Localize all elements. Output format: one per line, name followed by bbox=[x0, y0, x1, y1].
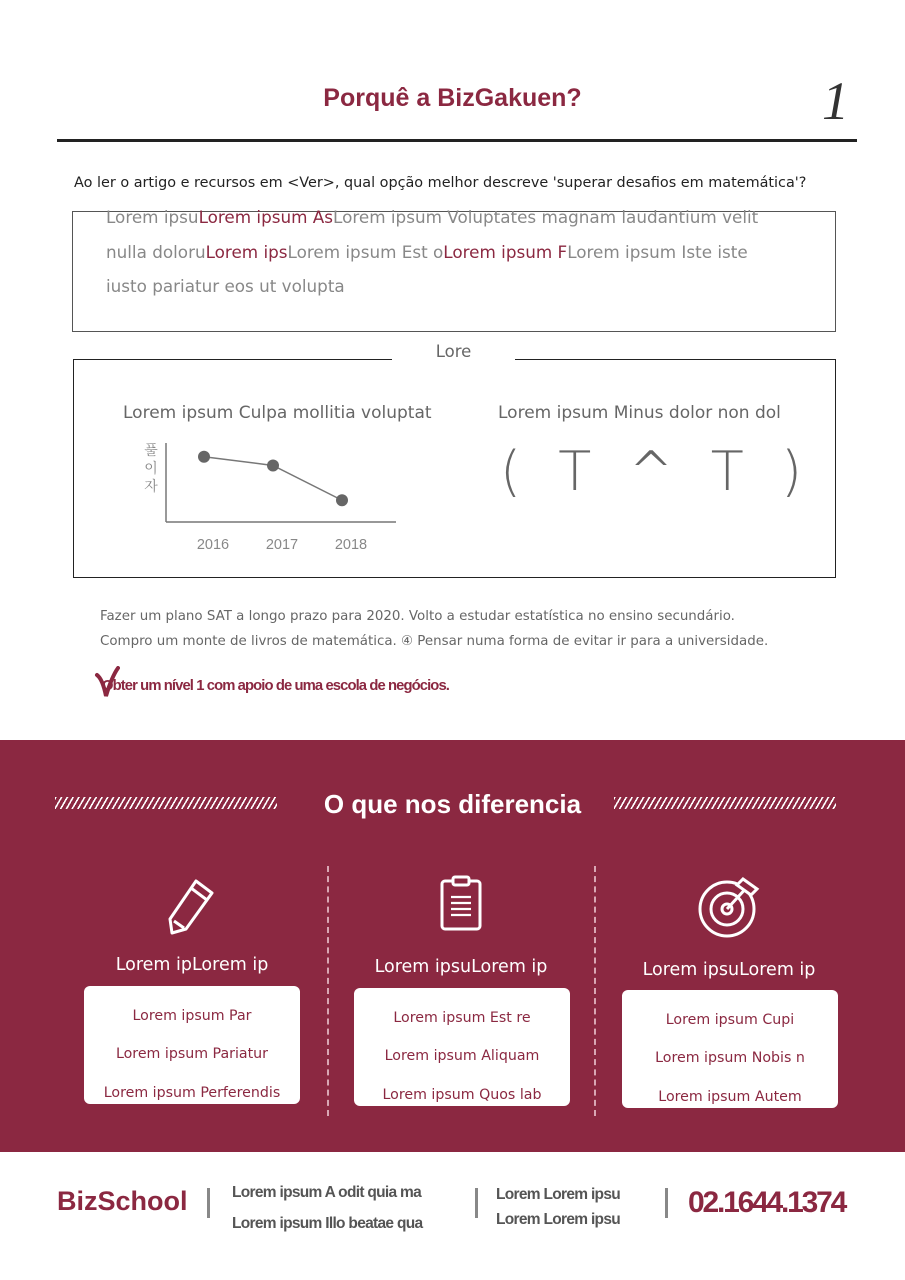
column-divider bbox=[327, 866, 329, 1116]
passage-line bbox=[106, 269, 806, 304]
footer-text: Lorem Lorem ipsu bbox=[496, 1186, 621, 1203]
passage-highlight: Lorem ipsum As bbox=[198, 207, 334, 227]
section-title: O que nos diferencia bbox=[323, 789, 582, 819]
card-item: Lorem ipsum Pariatur bbox=[115, 1046, 269, 1062]
header-divider bbox=[57, 139, 857, 142]
options-line: Fazer um plano SAT a longo prazo para 2020. Volto a estudar estatística no ensino secundário. bbox=[100, 609, 735, 624]
passage-span: Lorem ipsum Est o bbox=[287, 241, 444, 262]
card-item: Lorem ipsum Quos lab bbox=[382, 1087, 542, 1103]
passage-line bbox=[106, 235, 806, 270]
passage-line bbox=[106, 200, 806, 235]
y-axis-label-1: 풀 bbox=[144, 443, 158, 459]
passage-highlight: Lorem ipsum F bbox=[443, 241, 568, 262]
passage-text bbox=[106, 200, 806, 304]
card-item: Lorem ipsum Autem bbox=[658, 1089, 802, 1105]
x-tick-label: 2016 bbox=[196, 537, 230, 553]
column-heading: Lorem ipLorem ip bbox=[115, 955, 269, 975]
emoticon-caption: Lorem ipsum Minus dolor non dol bbox=[498, 403, 781, 423]
correct-answer: Obter um nível 1 com apoio de uma escola de negócios. bbox=[102, 678, 449, 694]
card-item: Lorem ipsum Est re bbox=[393, 1010, 531, 1026]
y-axis-label-3: 자 bbox=[144, 479, 158, 495]
page-title: Porquê a BizGakuen? bbox=[323, 84, 582, 112]
card-item: Lorem ipsum Aliquam bbox=[384, 1048, 540, 1064]
target-icon bbox=[697, 875, 763, 939]
footer-text: Lorem Lorem ipsu bbox=[496, 1211, 621, 1228]
line-chart bbox=[120, 435, 410, 560]
column-divider bbox=[594, 866, 596, 1116]
passage-span: Lorem ipsu bbox=[106, 207, 199, 227]
footer-text: Lorem ipsum A odit quia ma bbox=[232, 1184, 422, 1201]
options-line: Compro um monte de livros de matemática. ④ Pensar numa forma de evitar ir para a universidade. bbox=[100, 634, 769, 649]
card-item: Lorem ipsum Cupi bbox=[665, 1012, 795, 1028]
data-point bbox=[336, 494, 348, 506]
footer-separator bbox=[665, 1188, 668, 1218]
pencil-icon bbox=[166, 875, 218, 937]
feature-card bbox=[354, 988, 570, 1106]
feature-card bbox=[622, 990, 838, 1108]
feature-card bbox=[84, 986, 300, 1104]
y-axis-label-2: 이 bbox=[144, 461, 158, 477]
data-box-label: Lore bbox=[392, 340, 515, 364]
column-heading: Lorem ipsuLorem ip bbox=[374, 957, 548, 977]
passage-span: Lorem ipsum Iste iste bbox=[567, 241, 748, 262]
passage-highlight: Lorem ips bbox=[205, 241, 288, 262]
card-item: Lorem ipsum Perferendis bbox=[103, 1085, 281, 1101]
page-number: 1 bbox=[822, 71, 849, 131]
footer-separator bbox=[475, 1188, 478, 1218]
passage-span: iusto pariatur eos ut volupta bbox=[106, 276, 345, 296]
x-tick-label: 2018 bbox=[334, 537, 368, 553]
card-item: Lorem ipsum Par bbox=[132, 1008, 252, 1024]
question-text: Ao ler o artigo e recursos em <Ver>, qual opção melhor descreve 'superar desafios em matemática'? bbox=[74, 175, 807, 191]
brand-name: BizSchool bbox=[57, 1186, 188, 1216]
passage-span: Lorem ipsum Voluptates magnam laudantium velit bbox=[333, 207, 759, 227]
chart-caption: Lorem ipsum Culpa mollitia voluptat bbox=[123, 403, 432, 423]
x-tick-label: 2017 bbox=[265, 537, 299, 553]
column-heading: Lorem ipsuLorem ip bbox=[642, 960, 816, 980]
passage-span: nulla doloru bbox=[106, 241, 206, 262]
footer-text: Lorem ipsum Illo beatae qua bbox=[232, 1215, 423, 1232]
crying-emoticon: ( T ^ T ) bbox=[500, 440, 813, 503]
card-item: Lorem ipsum Nobis n bbox=[655, 1050, 805, 1066]
data-point bbox=[267, 459, 279, 471]
footer-separator bbox=[207, 1188, 210, 1218]
data-point bbox=[198, 451, 210, 463]
phone-number: 02.1644.1374 bbox=[688, 1186, 846, 1219]
clipboard-icon bbox=[438, 875, 486, 933]
